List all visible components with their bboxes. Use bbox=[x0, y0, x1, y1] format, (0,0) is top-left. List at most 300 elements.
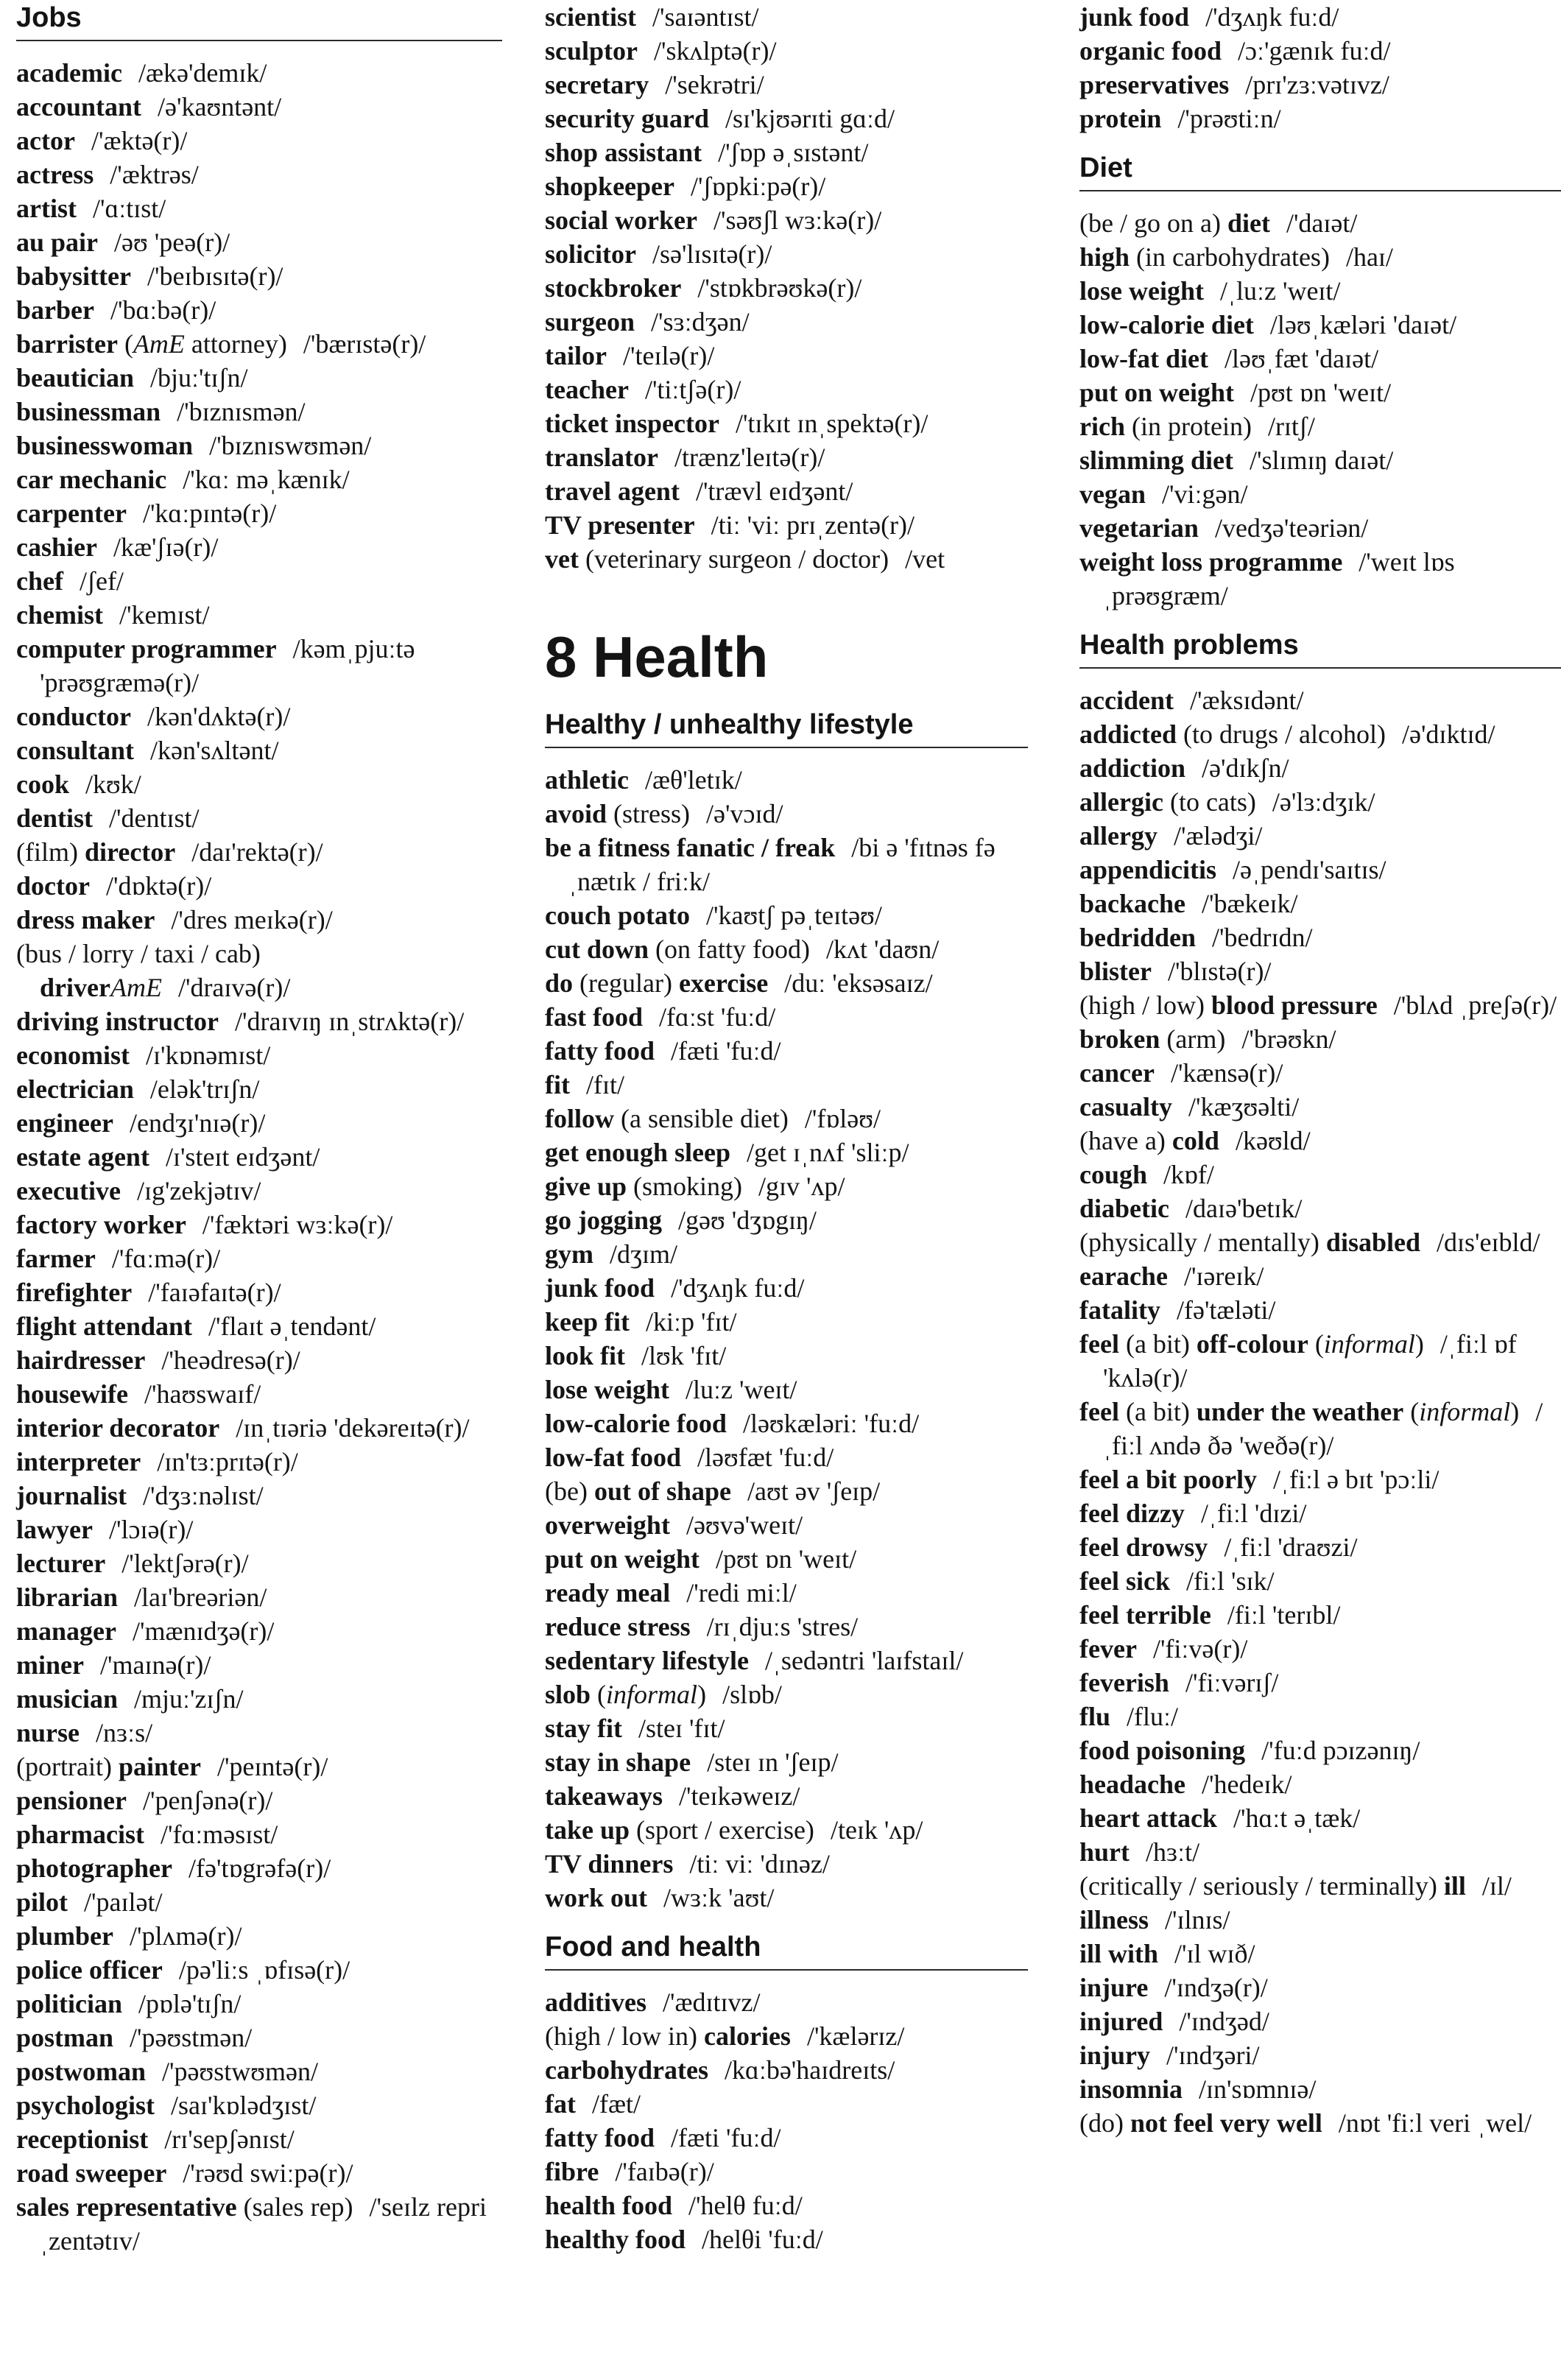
entry-headword: consultant bbox=[16, 736, 135, 765]
entry-note: (a sensible diet) bbox=[614, 1104, 789, 1133]
entry-phonetic: /steɪ ɪn 'ʃeɪp/ bbox=[707, 1747, 839, 1777]
entry-headword: allergic bbox=[1079, 787, 1163, 817]
entry-phonetic: /'flaɪt əˌtendənt/ bbox=[208, 1312, 376, 1341]
entry-headword: estate agent bbox=[16, 1142, 149, 1172]
entry-note: (do) bbox=[1079, 2108, 1130, 2138]
vocab-entry bbox=[16, 2156, 502, 2190]
vocab-entry bbox=[16, 1038, 502, 1072]
entry-phonetic: /pɒlə'tɪʃn/ bbox=[138, 1989, 242, 2018]
entry-phonetic: /daɪə'betɪk/ bbox=[1185, 1194, 1303, 1223]
entry-headword: feel bbox=[1079, 1397, 1119, 1426]
entry-headword: appendicitis bbox=[1079, 855, 1217, 884]
entry-phonetic: /'ɪəreɪk/ bbox=[1183, 1261, 1264, 1291]
vocab-entry bbox=[16, 700, 502, 733]
entry-phonetic: /'bækeɪk/ bbox=[1202, 889, 1298, 918]
vocab-entry bbox=[1079, 2004, 1561, 2038]
entry-phonetic: /kəʊld/ bbox=[1235, 1126, 1311, 1155]
entry-headword: farmer bbox=[16, 1244, 96, 1273]
vocab-entry bbox=[1079, 409, 1561, 443]
entry-headword: low-calorie food bbox=[545, 1409, 727, 1438]
entry-headword: fever bbox=[1079, 1634, 1137, 1663]
vocab-entry bbox=[1079, 2106, 1561, 2140]
vocab-list-lifestyle bbox=[545, 763, 1028, 1915]
entry-phonetic: /fæti 'fuːd/ bbox=[670, 1036, 781, 1066]
entry-note: (arm) bbox=[1160, 1024, 1226, 1054]
entry-phonetic: /fə'tɒgrəfə(r)/ bbox=[188, 1853, 331, 1883]
vocab-entry bbox=[16, 496, 502, 530]
entry-headword: doctor bbox=[16, 871, 90, 901]
entry-headword: junk food bbox=[1079, 2, 1190, 32]
entry-phonetic: /kiːp 'fɪt/ bbox=[645, 1307, 737, 1337]
vocab-entry bbox=[1079, 1835, 1561, 1869]
vocab-entry bbox=[545, 1339, 1028, 1373]
entry-headword: fatty food bbox=[545, 1036, 655, 1066]
entry-headword: social worker bbox=[545, 205, 697, 235]
vocab-entry bbox=[545, 102, 1028, 135]
entry-headword: flight attendant bbox=[16, 1312, 193, 1341]
entry-headword: vegan bbox=[1079, 479, 1146, 509]
entry-phonetic: /'stɒkbrəʊkə(r)/ bbox=[697, 273, 862, 303]
entry-phonetic: /'daɪət/ bbox=[1286, 208, 1358, 238]
vocab-entry bbox=[1079, 511, 1561, 545]
entry-headword: sculptor bbox=[545, 36, 638, 66]
vocab-entry bbox=[1079, 2038, 1561, 2072]
entry-note: ( bbox=[117, 329, 133, 359]
vocab-entry bbox=[545, 305, 1028, 339]
vocab-entry bbox=[1079, 1801, 1561, 1835]
vocab-entry bbox=[545, 2222, 1028, 2256]
entry-headword: cough bbox=[1079, 1160, 1148, 1189]
entry-phonetic: /'plʌmə(r)/ bbox=[130, 1921, 242, 1951]
entry-phonetic: /nɒt 'fiːl veri ˌwel/ bbox=[1338, 2108, 1532, 2138]
vocab-entry bbox=[545, 0, 1028, 34]
vocab-entry bbox=[16, 56, 502, 90]
entry-phonetic: /hɜːt/ bbox=[1146, 1837, 1200, 1867]
entry-headword: cold bbox=[1171, 1126, 1219, 1155]
vocab-entry bbox=[545, 1406, 1028, 1440]
entry-phonetic: /kən'dʌktə(r)/ bbox=[147, 702, 291, 731]
vocab-entry bbox=[545, 1440, 1028, 1474]
vocab-entry bbox=[545, 797, 1028, 831]
vocab-entry bbox=[545, 1237, 1028, 1271]
vocab-entry bbox=[545, 966, 1028, 1000]
vocab-entry bbox=[1079, 102, 1561, 135]
entry-phonetic: /ˌfiːl 'draʊzi/ bbox=[1224, 1532, 1358, 1562]
vocab-entry bbox=[16, 2190, 502, 2258]
entry-phonetic: /kʌt 'daʊn/ bbox=[825, 934, 940, 964]
entry-headword: blister bbox=[1079, 957, 1152, 986]
vocab-entry bbox=[1079, 1327, 1561, 1395]
vocab-entry bbox=[545, 2019, 1028, 2053]
entry-headword: food poisoning bbox=[1079, 1736, 1246, 1765]
vocab-entry bbox=[1079, 206, 1561, 240]
spacer bbox=[1079, 191, 1561, 206]
entry-phonetic: /fə'tæləti/ bbox=[1176, 1295, 1276, 1325]
vocab-entry bbox=[16, 869, 502, 903]
vocab-entry bbox=[1079, 954, 1561, 988]
entry-headword: blood pressure bbox=[1211, 990, 1378, 1020]
vocab-entry bbox=[16, 835, 502, 869]
entry-headword: driver bbox=[40, 973, 110, 1002]
vocab-entry bbox=[1079, 920, 1561, 954]
entry-phonetic: /'ʃɒpkiːpə(r)/ bbox=[691, 172, 826, 201]
entry-headword: stay fit bbox=[545, 1714, 622, 1743]
vocab-list-diet bbox=[1079, 206, 1561, 613]
entry-phonetic: /'dʒʌŋk fuːd/ bbox=[1205, 2, 1339, 32]
entry-headword: injury bbox=[1079, 2041, 1151, 2070]
entry-phonetic: /pʊt ɒn 'weɪt/ bbox=[1250, 378, 1392, 407]
entry-phonetic: /sə'lɪsɪtə(r)/ bbox=[652, 239, 772, 269]
entry-headword: illness bbox=[1079, 1905, 1149, 1934]
entry-headword: feverish bbox=[1079, 1668, 1169, 1697]
entry-headword: ill bbox=[1443, 1871, 1466, 1901]
entry-phonetic: /daɪ'rektə(r)/ bbox=[191, 837, 323, 867]
entry-note: attorney) bbox=[184, 329, 287, 359]
entry-phonetic: /'səʊʃl wɜːkə(r)/ bbox=[713, 205, 882, 235]
entry-headword: put on weight bbox=[545, 1544, 700, 1574]
vocab-entry bbox=[1079, 1700, 1561, 1733]
entry-headword: receptionist bbox=[16, 2124, 149, 2154]
entry-headword: actor bbox=[16, 126, 75, 155]
vocab-entry bbox=[16, 1648, 502, 1682]
entry-phonetic: /mjuː'zɪʃn/ bbox=[134, 1684, 244, 1714]
entry-headword: lose weight bbox=[1079, 276, 1204, 306]
entry-headword: organic food bbox=[1079, 36, 1222, 66]
vocab-entry bbox=[16, 462, 502, 496]
column-right bbox=[1079, 0, 1561, 2140]
entry-phonetic: /ləʊˌkæləri 'daɪət/ bbox=[1269, 310, 1457, 339]
vocab-entry bbox=[1079, 1124, 1561, 1158]
entry-headword: cancer bbox=[1079, 1058, 1155, 1088]
entry-headword: dress maker bbox=[16, 905, 155, 934]
vocab-entry bbox=[1079, 751, 1561, 785]
entry-phonetic: /ˌsedəntri 'laɪfstaɪl/ bbox=[764, 1646, 964, 1675]
entry-phonetic: /ə'kaʊntənt/ bbox=[158, 92, 282, 122]
entry-headword: preservatives bbox=[1079, 70, 1230, 99]
vocab-entry bbox=[545, 135, 1028, 169]
entry-phonetic: /'helθ fuːd/ bbox=[688, 2191, 803, 2220]
vocab-entry bbox=[1079, 1971, 1561, 2004]
entry-headword: gym bbox=[545, 1239, 593, 1269]
vocab-entry bbox=[1079, 819, 1561, 853]
vocab-entry bbox=[545, 1576, 1028, 1610]
vocab-entry bbox=[16, 1919, 502, 1953]
entry-phonetic: /'kælərɪz/ bbox=[806, 2021, 905, 2051]
vocab-entry bbox=[545, 373, 1028, 406]
vocab-entry bbox=[545, 1881, 1028, 1915]
spacer bbox=[545, 692, 1028, 707]
entry-phonetic: /ləʊˌfæt 'daɪət/ bbox=[1224, 344, 1379, 373]
entry-headword: work out bbox=[545, 1883, 648, 1912]
vocab-entry bbox=[1079, 1496, 1561, 1530]
entry-headword: director bbox=[84, 837, 176, 867]
entry-headword: be a fitness fanatic / freak bbox=[545, 833, 836, 862]
entry-register: AmE bbox=[133, 329, 185, 359]
entry-headword: miner bbox=[16, 1650, 84, 1680]
vocab-entry bbox=[545, 2189, 1028, 2222]
entry-phonetic: /'ɪndʒəri/ bbox=[1166, 2041, 1260, 2070]
entry-headword: do bbox=[545, 968, 574, 998]
vocab-entry bbox=[16, 191, 502, 225]
entry-phonetic: /'dres meɪkə(r)/ bbox=[171, 905, 333, 934]
entry-phonetic: /fɪt/ bbox=[585, 1070, 624, 1099]
entry-headword: journalist bbox=[16, 1481, 127, 1510]
vocab-entry bbox=[1079, 1259, 1561, 1293]
vocab-entry bbox=[545, 34, 1028, 68]
entry-headword: hurt bbox=[1079, 1837, 1130, 1867]
entry-headword: postman bbox=[16, 2023, 114, 2052]
entry-phonetic: /ˌluːz 'weɪt/ bbox=[1219, 276, 1341, 306]
entry-phonetic: /ə'vɔɪd/ bbox=[706, 799, 783, 828]
entry-headword: carpenter bbox=[16, 499, 127, 528]
vocab-entry bbox=[545, 169, 1028, 203]
entry-phonetic: /'ælədʒi/ bbox=[1173, 821, 1263, 851]
entry-headword: under the weather bbox=[1196, 1397, 1404, 1426]
entry-phonetic: /ləʊfæt 'fuːd/ bbox=[697, 1443, 834, 1472]
entry-phonetic: /helθi 'fuːd/ bbox=[702, 2225, 823, 2254]
entry-headword: executive bbox=[16, 1176, 121, 1205]
entry-phonetic: /'blʌd ˌpreʃə(r)/ bbox=[1393, 990, 1557, 1020]
entry-phonetic: /'haʊswaɪf/ bbox=[144, 1379, 261, 1409]
entry-note: (physically / mentally) bbox=[1079, 1228, 1326, 1257]
entry-phonetic: /ækə'demɪk/ bbox=[138, 58, 267, 88]
entry-phonetic: /'redi miːl/ bbox=[686, 1578, 797, 1608]
entry-phonetic: /'sekrətri/ bbox=[665, 70, 764, 99]
entry-headword: bedridden bbox=[1079, 923, 1197, 952]
entry-phonetic: /'ɪndʒəd/ bbox=[1179, 2007, 1269, 2036]
entry-note: ( bbox=[591, 1680, 607, 1709]
entry-headword: businesswoman bbox=[16, 431, 194, 460]
entry-headword: low-fat food bbox=[545, 1443, 681, 1472]
entry-headword: diabetic bbox=[1079, 1194, 1169, 1223]
entry-headword: manager bbox=[16, 1616, 116, 1646]
entry-phonetic: /rɪ'sepʃənɪst/ bbox=[164, 2124, 295, 2154]
entry-phonetic: /'dʒʌŋk fuːd/ bbox=[671, 1273, 805, 1303]
vocab-entry bbox=[16, 767, 502, 801]
vocab-entry bbox=[545, 1136, 1028, 1169]
vocab-entry bbox=[1079, 1395, 1561, 1462]
entry-phonetic: /endʒɪ'nɪə(r)/ bbox=[129, 1108, 266, 1138]
vocab-entry bbox=[545, 406, 1028, 440]
entry-headword: injure bbox=[1079, 1973, 1149, 2002]
entry-headword: take up bbox=[545, 1815, 630, 1845]
spacer bbox=[545, 748, 1028, 763]
entry-headword: teacher bbox=[545, 375, 629, 404]
entry-headword: engineer bbox=[16, 1108, 113, 1138]
entry-phonetic: /'beɪbɪsɪtə(r)/ bbox=[147, 261, 283, 291]
vocab-entry bbox=[16, 1445, 502, 1479]
entry-headword: health food bbox=[545, 2191, 673, 2220]
spacer bbox=[545, 576, 1028, 622]
entry-headword: au pair bbox=[16, 228, 99, 257]
entry-note: (smoking) bbox=[627, 1172, 743, 1201]
entry-phonetic: /'ɪlnɪs/ bbox=[1165, 1905, 1230, 1934]
entry-headword: tailor bbox=[545, 341, 607, 370]
entry-note: (on fatty food) bbox=[649, 934, 810, 964]
entry-phonetic: /'weɪt lɒs ˌprəʊgræm/ bbox=[1103, 547, 1455, 610]
vocab-entry bbox=[1079, 34, 1561, 68]
entry-register: informal bbox=[1323, 1329, 1415, 1359]
entry-phonetic: /'bɪznɪswʊmən/ bbox=[209, 431, 372, 460]
entry-phonetic: /'dentɪst/ bbox=[109, 803, 200, 833]
entry-phonetic: /'hedeɪk/ bbox=[1202, 1770, 1292, 1799]
vocab-entry bbox=[16, 1174, 502, 1208]
entry-headword: feel drowsy bbox=[1079, 1532, 1208, 1562]
entry-phonetic: /teɪk 'ʌp/ bbox=[830, 1815, 923, 1845]
entry-headword: high bbox=[1079, 242, 1130, 272]
entry-phonetic: /'rəʊd swiːpə(r)/ bbox=[183, 2158, 353, 2188]
entry-phonetic: /'skʌlptə(r)/ bbox=[654, 36, 777, 66]
entry-phonetic: /'draɪvɪŋ ɪnˌstrʌktə(r)/ bbox=[235, 1007, 465, 1036]
vocab-entry bbox=[1079, 0, 1561, 34]
entry-phonetic: /bjuː'tɪʃn/ bbox=[150, 363, 248, 392]
vocab-entry bbox=[545, 1542, 1028, 1576]
entry-phonetic: /rɪtʃ/ bbox=[1267, 412, 1315, 441]
vocab-entry bbox=[1079, 1598, 1561, 1632]
vocab-entry bbox=[16, 124, 502, 158]
entry-headword: additives bbox=[545, 1988, 647, 2017]
entry-phonetic: /'fæktəri wɜːkə(r)/ bbox=[202, 1210, 393, 1239]
vocab-entry bbox=[1079, 1225, 1561, 1259]
vocab-entry bbox=[16, 1987, 502, 2021]
vocab-entry bbox=[1079, 443, 1561, 477]
entry-phonetic: /'ɪndʒə(r)/ bbox=[1164, 1973, 1268, 2002]
entry-phonetic: /gəʊ 'dʒɒgɪŋ/ bbox=[678, 1205, 817, 1235]
entry-phonetic: /'fɒləʊ/ bbox=[804, 1104, 881, 1133]
entry-phonetic: /'trævl eɪdʒənt/ bbox=[695, 476, 853, 506]
entry-note: (regular) bbox=[573, 968, 679, 998]
entry-headword: psychologist bbox=[16, 2091, 155, 2120]
entry-phonetic: /'fɑːmə(r)/ bbox=[111, 1244, 221, 1273]
entry-note: (in carbohydrates) bbox=[1130, 242, 1330, 272]
entry-headword: beautician bbox=[16, 363, 135, 392]
vocab-entry bbox=[1079, 1666, 1561, 1700]
vocab-entry bbox=[1079, 1090, 1561, 1124]
entry-note: (to drugs / alcohol) bbox=[1177, 719, 1386, 749]
entry-note: ) bbox=[697, 1680, 707, 1709]
entry-headword: backache bbox=[1079, 889, 1185, 918]
entry-headword: TV dinners bbox=[545, 1849, 674, 1879]
vocab-entry bbox=[16, 564, 502, 598]
entry-headword: headache bbox=[1079, 1770, 1185, 1799]
vocab-entry bbox=[1079, 240, 1561, 274]
vocab-entry bbox=[16, 1817, 502, 1851]
entry-phonetic: /'prəʊtiːn/ bbox=[1177, 104, 1281, 133]
entry-headword: allergy bbox=[1079, 821, 1157, 851]
vocab-entry bbox=[545, 1474, 1028, 1508]
entry-phonetic: /'pəʊstmən/ bbox=[130, 2023, 253, 2052]
entry-phonetic: /'fɑːməsɪst/ bbox=[161, 1820, 278, 1849]
entry-phonetic: /dɪs'eɪbld/ bbox=[1436, 1228, 1540, 1257]
entry-phonetic: /'mænɪdʒə(r)/ bbox=[132, 1616, 275, 1646]
vocab-entry bbox=[1079, 717, 1561, 751]
entry-headword: addicted bbox=[1079, 719, 1177, 749]
spacer bbox=[1079, 135, 1561, 150]
vocab-entry bbox=[545, 68, 1028, 102]
vocab-entry bbox=[16, 2122, 502, 2156]
entry-phonetic: /nɜːs/ bbox=[96, 1718, 153, 1747]
entry-headword: accountant bbox=[16, 92, 141, 122]
entry-phonetic: /fluː/ bbox=[1127, 1702, 1179, 1731]
vocab-entry bbox=[16, 1411, 502, 1445]
entry-phonetic: /'bedrɪdn/ bbox=[1212, 923, 1313, 952]
entry-phonetic: /kəmˌpjuːtə 'prəʊgræmə(r)/ bbox=[40, 634, 415, 697]
entry-headword: surgeon bbox=[545, 307, 635, 337]
entry-headword: off-colour bbox=[1196, 1329, 1308, 1359]
vocab-entry bbox=[16, 530, 502, 564]
vocab-entry bbox=[1079, 1937, 1561, 1971]
section-heading-health-problems: Health problems bbox=[1079, 627, 1561, 669]
entry-register: informal bbox=[606, 1680, 698, 1709]
entry-phonetic: /tiː viː 'dɪnəz/ bbox=[689, 1849, 830, 1879]
entry-register: informal bbox=[1419, 1397, 1511, 1426]
vocab-entry bbox=[545, 542, 1028, 576]
entry-headword: heart attack bbox=[1079, 1803, 1217, 1833]
entry-note: (stress) bbox=[607, 799, 691, 828]
vocab-entry bbox=[16, 2055, 502, 2088]
entry-headword: actress bbox=[16, 160, 94, 189]
entry-phonetic: /əˌpendɪ'saɪtɪs/ bbox=[1233, 855, 1386, 884]
entry-headword: car mechanic bbox=[16, 465, 167, 494]
vocab-entry bbox=[16, 1106, 502, 1140]
vocab-entry bbox=[16, 1513, 502, 1546]
entry-headword: computer programmer bbox=[16, 634, 277, 663]
vocab-entry bbox=[16, 293, 502, 327]
entry-headword: barrister bbox=[16, 329, 118, 359]
entry-note: (portrait) bbox=[16, 1752, 119, 1781]
vocab-entry bbox=[1079, 1056, 1561, 1090]
entry-headword: broken bbox=[1079, 1024, 1160, 1054]
vocab-entry bbox=[545, 1000, 1028, 1034]
vocab-entry bbox=[1079, 477, 1561, 511]
entry-phonetic: /'penʃənə(r)/ bbox=[143, 1786, 273, 1815]
entry-phonetic: /'bɪznɪsmən/ bbox=[177, 397, 306, 426]
entry-headword: casualty bbox=[1079, 1092, 1172, 1122]
vocab-entry bbox=[545, 898, 1028, 932]
entry-phonetic: /'hɑːt əˌtæk/ bbox=[1233, 1803, 1361, 1833]
entry-phonetic: /'paɪlət/ bbox=[84, 1887, 163, 1917]
entry-phonetic: /æθ'letɪk/ bbox=[644, 765, 742, 795]
entry-headword: postwoman bbox=[16, 2057, 147, 2086]
entry-phonetic: /'kæʒʊəlti/ bbox=[1188, 1092, 1300, 1122]
entry-phonetic: /ɪnˌtɪəriə 'dekəreɪtə(r)/ bbox=[236, 1413, 470, 1443]
vocab-entry bbox=[16, 1614, 502, 1648]
vocab-entry bbox=[16, 1750, 502, 1784]
entry-headword: pensioner bbox=[16, 1786, 127, 1815]
entry-phonetic: /'ædɪtɪvz/ bbox=[663, 1988, 761, 2017]
entry-headword: athletic bbox=[545, 765, 629, 795]
entry-phonetic: /'faɪbə(r)/ bbox=[615, 2157, 714, 2186]
vocab-entry bbox=[16, 1784, 502, 1817]
entry-phonetic: /əʊ 'peə(r)/ bbox=[114, 228, 230, 257]
entry-headword: feel terrible bbox=[1079, 1600, 1211, 1630]
vocab-entry bbox=[16, 598, 502, 632]
vocab-entry bbox=[16, 733, 502, 767]
entry-phonetic: /ˌfiːl ə bɪt 'pɔːli/ bbox=[1272, 1465, 1440, 1494]
vocab-list-jobs-continued bbox=[545, 0, 1028, 576]
entry-phonetic: /trænz'leɪtə(r)/ bbox=[674, 443, 825, 472]
entry-phonetic: /fɑːst 'fuːd/ bbox=[659, 1002, 776, 1032]
vocab-entry bbox=[1079, 274, 1561, 308]
vocab-entry bbox=[545, 2121, 1028, 2155]
entry-headword: low-fat diet bbox=[1079, 344, 1208, 373]
entry-headword: barber bbox=[16, 295, 94, 325]
entry-headword: addiction bbox=[1079, 753, 1186, 783]
vocab-entry bbox=[545, 474, 1028, 508]
entry-headword: rich bbox=[1079, 412, 1125, 441]
entry-headword: businessman bbox=[16, 397, 161, 426]
vocab-entry bbox=[16, 632, 502, 700]
